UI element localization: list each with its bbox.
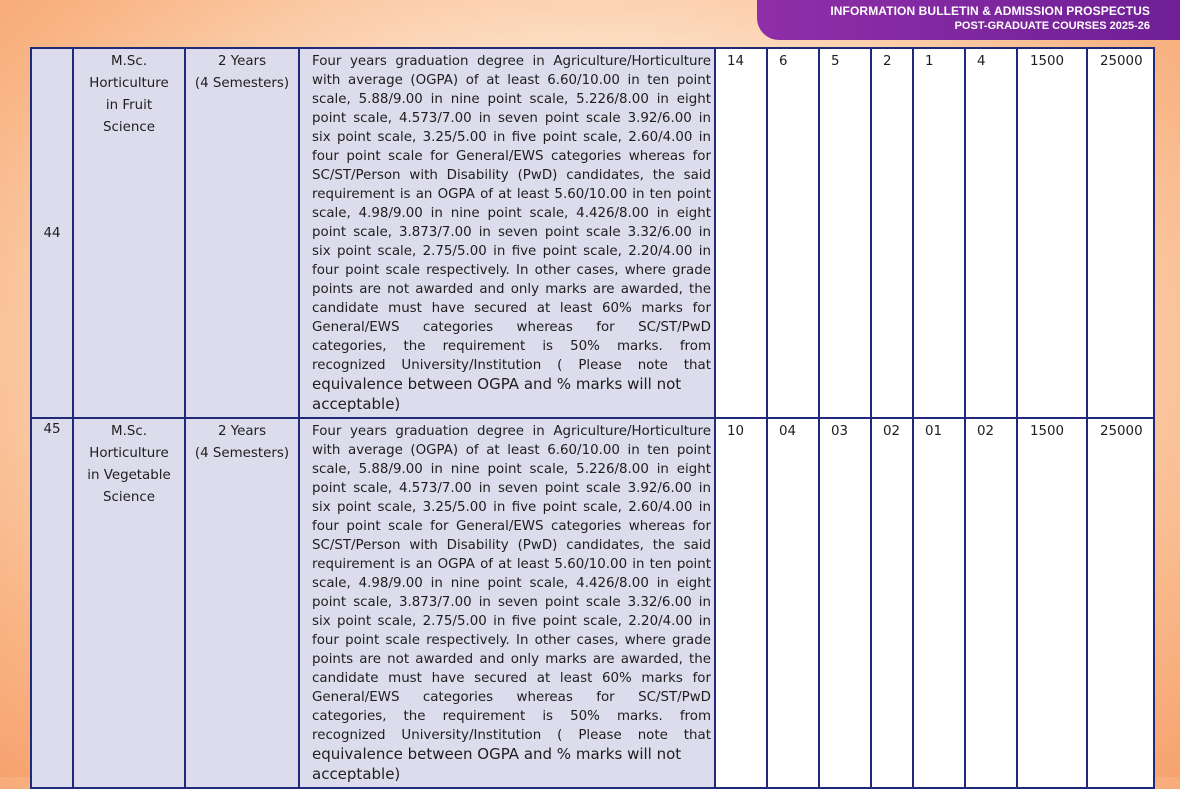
fee-amount: 25000 [1100, 424, 1143, 439]
course-name-cell [73, 48, 185, 418]
duration-cell [185, 48, 299, 418]
course-name-line: M.Sc. [111, 424, 147, 439]
seat-count-cell [913, 418, 965, 788]
course-name-line: Horticulture [89, 446, 169, 461]
course-name-line: Horticulture [89, 76, 169, 91]
seat-count: 01 [925, 424, 943, 439]
bulletin-subtitle: POST-GRADUATE COURSES 2025-26 [954, 20, 1150, 32]
seat-count-cell [715, 418, 767, 788]
duration-cell [185, 418, 299, 788]
seat-count: 5 [831, 54, 840, 69]
bulletin-title: INFORMATION BULLETIN & ADMISSION PROSPECTUS [830, 4, 1150, 18]
serial-number-cell [31, 418, 73, 788]
fee-amount: 1500 [1030, 424, 1065, 439]
serial-number-cell [31, 48, 73, 418]
seat-count: 02 [977, 424, 995, 439]
duration-semesters: (4 Semesters) [194, 76, 290, 91]
eligibility-note: equivalence between OGPA and % marks will not [312, 745, 682, 763]
seat-count-cell [965, 418, 1017, 788]
seat-count-cell [767, 418, 819, 788]
fee-cell [1017, 418, 1087, 788]
seat-count: 03 [831, 424, 849, 439]
eligibility-text: Four years graduation degree in Agriculture/Horticulture with average (OGPA) of at least 6.60/10.00 in ten point scale, 5.88/9.00 in nine point scale, 5.226/8.00 in eight point scale, 4.573/7.00 in seven point scale 3.92/6.00 in six point scale, 3.25/5.00 in five point scale, 2.60/4.00 in four point scale for General/EWS categories whereas for SC/ST/Person with Disability (PwD) candidates, the said requirement is an OGPA of at least 5.60/10.00 in ten point scale, 4.98/9.00 in nine point scale, 4.426/8.00 in eight point scale, 3.873/7.00 in seven point scale 3.32/6.00 in six point scale, 2.75/5.00 in five point scale, 2.20/4.00 in four point scale respectively. In other cases, where grade points are not awarded and only marks are awarded, the candidate must have secured at least 60% marks for General/EWS categories whereas for SC/ST/PwD categories, the requirement is 50% marks. from recognized University/Institution ( Please note that [312, 54, 711, 373]
duration-semesters: (4 Semesters) [194, 446, 290, 461]
course-name-line: Science [103, 120, 155, 135]
course-name-line: in Fruit [105, 98, 153, 113]
seat-count-cell [965, 48, 1017, 418]
serial-number: 44 [43, 225, 61, 241]
seat-count: 10 [727, 424, 745, 439]
duration-years: 2 Years [217, 424, 267, 439]
duration-years: 2 Years [217, 54, 267, 69]
seat-count: 04 [779, 424, 797, 439]
seat-count-cell [715, 48, 767, 418]
seat-count: 4 [977, 54, 986, 69]
eligibility-cell [299, 48, 715, 418]
eligibility-note-end: acceptable) [312, 395, 401, 413]
seat-count-cell [767, 48, 819, 418]
seat-count-cell [819, 48, 871, 418]
seat-count-cell [871, 418, 913, 788]
seat-count: 6 [779, 54, 788, 69]
course-name-line: Science [103, 490, 155, 505]
eligibility-note-end: acceptable) [312, 765, 401, 783]
seat-count: 14 [727, 54, 745, 69]
eligibility-cell [299, 418, 715, 788]
eligibility-note: equivalence between OGPA and % marks will not [312, 375, 682, 393]
eligibility-text: Four years graduation degree in Agriculture/Horticulture with average (OGPA) of at least 6.60/10.00 in ten point scale, 5.88/9.00 in nine point scale, 5.226/8.00 in eight point scale, 4.573/7.00 in seven point scale 3.92/6.00 in six point scale, 3.25/5.00 in five point scale, 2.60/4.00 in four point scale for General/EWS categories whereas for SC/ST/Person with Disability (PwD) candidates, the said requirement is an OGPA of at least 5.60/10.00 in ten point scale, 4.98/9.00 in nine point scale, 4.426/8.00 in eight point scale, 3.873/7.00 in seven point scale 3.32/6.00 in six point scale, 2.75/5.00 in five point scale, 2.20/4.00 in four point scale respectively. In other cases, where grade points are not awarded and only marks are awarded, the candidate must have secured at least 60% marks for General/EWS categories whereas for SC/ST/PwD categories, the requirement is 50% marks. from recognized University/Institution ( Please note that [312, 424, 711, 743]
serial-number: 45 [43, 422, 61, 437]
courses-table [30, 47, 1155, 789]
course-name-line: M.Sc. [111, 54, 147, 69]
fee-amount: 1500 [1030, 54, 1065, 69]
seat-count: 1 [925, 54, 934, 69]
fee-cell [1017, 48, 1087, 418]
seat-count-cell [819, 418, 871, 788]
seat-count-cell [913, 48, 965, 418]
course-name-line: in Vegetable [87, 468, 171, 483]
fee-cell [1087, 418, 1154, 788]
table-row [31, 48, 1154, 418]
header-banner [757, 0, 1180, 40]
fee-cell [1087, 48, 1154, 418]
table-row [31, 418, 1154, 788]
seat-count-cell [871, 48, 913, 418]
seat-count: 2 [883, 54, 892, 69]
course-name-cell [73, 418, 185, 788]
fee-amount: 25000 [1100, 54, 1143, 69]
seat-count: 02 [883, 424, 901, 439]
